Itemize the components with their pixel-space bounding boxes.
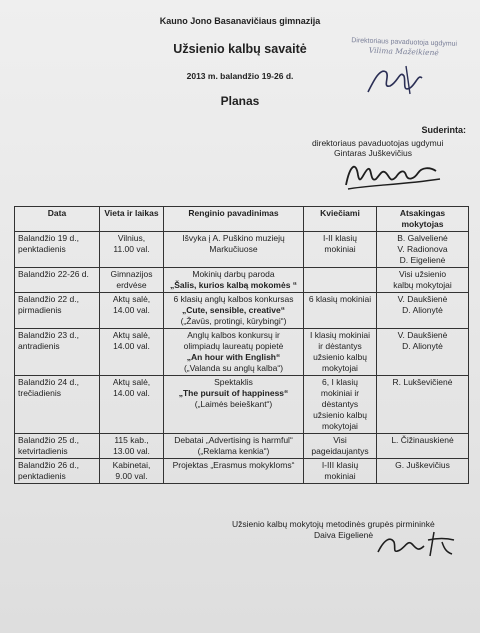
approval-heading: Suderinta: (421, 125, 466, 135)
cell-invited (304, 232, 377, 268)
cell-teacher-line: V. Radionova (397, 244, 448, 254)
cell-event-line: („Valanda su anglų kalba“) (183, 363, 284, 373)
cell-invited (304, 268, 377, 293)
table-row (15, 376, 469, 434)
cell-invited-line: mokiniai ir (320, 388, 360, 398)
cell-event (164, 232, 304, 268)
cell-invited-line: I-III klasių (321, 460, 359, 470)
cell-invited-line: mokytojai (322, 421, 358, 431)
plan-table (14, 206, 469, 484)
cell-event-line: Mokinių darbų paroda (192, 269, 275, 279)
cell-invited-line: užsienio kalbų (313, 352, 367, 362)
header-date: Data (15, 207, 100, 232)
cell-invited (304, 434, 377, 459)
cell-event (164, 268, 304, 293)
cell-date (15, 434, 100, 459)
cell-date-line: Balandžio 24 d., (18, 377, 79, 387)
event-dates: 2013 m. balandžio 19-26 d. (186, 71, 294, 81)
cell-invited-line: ir dėstantys (318, 341, 362, 351)
cell-event-line: („Laimės beieškant“) (194, 399, 273, 409)
stamp-name: Vilima Mažeikienė (368, 45, 439, 58)
table-body (15, 232, 469, 484)
cell-place-line: Gimnazijos (110, 269, 153, 279)
cell-date-line: Balandžio 26 d., (18, 460, 79, 470)
table-row (15, 232, 469, 268)
cell-date (15, 376, 100, 434)
cell-place-line: erdvėse (116, 280, 147, 290)
header-place: Vieta ir laikas (100, 207, 164, 232)
cell-teacher-line: V. Daukšienė (397, 330, 448, 340)
cell-place-line: 9.00 val. (115, 471, 148, 481)
footer-position: Užsienio kalbų mokytojų metodinės grupės pirmininkė (232, 519, 435, 529)
cell-date-line: Balandžio 22 d., (18, 294, 79, 304)
plan-heading: Planas (220, 94, 260, 108)
cell-event (164, 329, 304, 376)
cell-date-line: Balandžio 22-26 d. (18, 269, 89, 279)
cell-invited-line: I klasių mokiniai (310, 330, 370, 340)
cell-event-line: Anglų kalbos konkursų ir (187, 330, 280, 340)
cell-invited-line: užsienio kalbų (313, 410, 367, 420)
cell-place-line: Vilnius, (117, 233, 146, 243)
cell-event-line: olimpiadų laureatų popietė (183, 341, 284, 351)
cell-date-line: penktadienis (18, 244, 66, 254)
cell-event-line: („Reklama kenkia“) (197, 446, 270, 456)
cell-invited-line: mokiniai (324, 471, 356, 481)
approval-signature (340, 155, 450, 195)
cell-teacher (377, 232, 469, 268)
cell-invited-line: 6 klasių mokiniai (308, 294, 372, 304)
cell-teacher-line: D. Alionytė (402, 341, 443, 351)
cell-place (100, 459, 164, 484)
footer-name: Daiva Eigelienė (314, 530, 374, 540)
table-row (15, 293, 469, 329)
cell-event-line: „The pursuit of happiness“ (178, 388, 289, 398)
cell-event (164, 376, 304, 434)
approval-position: direktoriaus pavaduotojas ugdymui (312, 138, 444, 148)
cell-invited-line: mokytojai (322, 363, 358, 373)
cell-place-line: 11.00 val. (113, 244, 150, 254)
cell-event (164, 434, 304, 459)
cell-invited-line: I-II klasių (322, 233, 357, 243)
cell-event-line: Debatai „Advertising is harmful“ (174, 435, 293, 445)
cell-date-line: Balandžio 23 d., (18, 330, 79, 340)
cell-date (15, 459, 100, 484)
cell-invited-line: dėstantys (321, 399, 359, 409)
cell-place-line: Aktų salė, (112, 330, 151, 340)
header-invited: Kviečiami (304, 207, 377, 232)
table-row (15, 434, 469, 459)
cell-place (100, 434, 164, 459)
cell-invited-line: 6, I klasių (322, 377, 358, 387)
cell-place-line: Kabinetai, (112, 460, 151, 470)
cell-date (15, 329, 100, 376)
cell-teacher (377, 459, 469, 484)
cell-teacher-line: G. Juškevičius (395, 460, 450, 470)
school-name: Kauno Jono Basanavičiaus gimnazija (159, 16, 321, 26)
approval-name: Gintaras Juškevičius (334, 148, 412, 158)
table-row (15, 329, 469, 376)
cell-place (100, 293, 164, 329)
cell-teacher-line: D. Eigelienė (399, 255, 446, 265)
cell-event-line: Išvyka į A. Puškino muziejų (182, 233, 285, 243)
table-header-row (15, 207, 469, 232)
cell-teacher (377, 268, 469, 293)
cell-date-line: penktadienis (18, 471, 66, 481)
document-title: Užsienio kalbų savaitė (173, 42, 307, 56)
footer-signature (372, 528, 462, 560)
cell-teacher (377, 329, 469, 376)
stamp-signature (360, 62, 440, 98)
cell-teacher-line: V. Daukšienė (397, 294, 448, 304)
cell-date (15, 232, 100, 268)
cell-teacher-line: B. Galvelienė (397, 233, 448, 243)
cell-date-line: Balandžio 25 d., (18, 435, 79, 445)
cell-invited-line: pageidaujantys (311, 446, 369, 456)
table-row (15, 459, 469, 484)
cell-date-line: trečiadienis (18, 388, 61, 398)
header-event: Renginio pavadinimas (164, 207, 304, 232)
cell-invited (304, 329, 377, 376)
cell-date-line: ketvirtadienis (18, 446, 68, 456)
cell-place-line: Aktų salė, (112, 377, 151, 387)
cell-event-line: („Žavūs, protingi, kūrybingi“) (180, 316, 287, 326)
cell-event (164, 293, 304, 329)
cell-place-line: 14.00 val. (113, 305, 150, 315)
cell-teacher-line: L. Čižinauskienė (391, 435, 454, 445)
cell-teacher (377, 293, 469, 329)
cell-place-line: Aktų salė, (112, 294, 151, 304)
cell-event-line: „Cute, sensible, creative“ (182, 305, 285, 315)
cell-place (100, 376, 164, 434)
cell-date-line: Balandžio 19 d., (18, 233, 79, 243)
cell-place-line: 14.00 val. (113, 388, 150, 398)
cell-teacher-line: kalbų mokytojai (393, 280, 452, 290)
cell-event (164, 459, 304, 484)
cell-place-line: 13.00 val. (113, 446, 150, 456)
table-row (15, 268, 469, 293)
cell-date (15, 268, 100, 293)
header-teacher: Atsakingas mokytojas (377, 207, 469, 232)
cell-place-line: 14.00 val. (113, 341, 150, 351)
cell-teacher-line: R. Lukševičienė (392, 377, 453, 387)
cell-invited (304, 376, 377, 434)
cell-teacher-line: Visi užsienio (398, 269, 447, 279)
cell-invited-line: Visi (333, 435, 347, 445)
cell-teacher (377, 434, 469, 459)
stamp-position: Direktoriaus pavaduotoja ugdymui (351, 37, 458, 48)
cell-event-line: „Šalis, kurios kalbą mokomės “ (169, 280, 298, 290)
cell-invited-line: mokiniai (324, 244, 356, 254)
cell-place (100, 268, 164, 293)
cell-invited (304, 459, 377, 484)
cell-date-line: pirmadienis (18, 305, 62, 315)
cell-teacher-line: D. Alionytė (402, 305, 443, 315)
cell-event-line: 6 klasių anglų kalbos konkursas (173, 294, 294, 304)
cell-place (100, 329, 164, 376)
cell-invited (304, 293, 377, 329)
cell-event-line: Spektaklis (214, 377, 253, 387)
cell-teacher (377, 376, 469, 434)
cell-date (15, 293, 100, 329)
cell-place-line: 115 kab., (114, 435, 149, 445)
cell-place (100, 232, 164, 268)
cell-event-line: Markučiuose (209, 244, 258, 254)
cell-event-line: „An hour with English“ (186, 352, 281, 362)
cell-event-line: Projektas „Erasmus mokykloms“ (172, 460, 295, 470)
cell-date-line: antradienis (18, 341, 60, 351)
